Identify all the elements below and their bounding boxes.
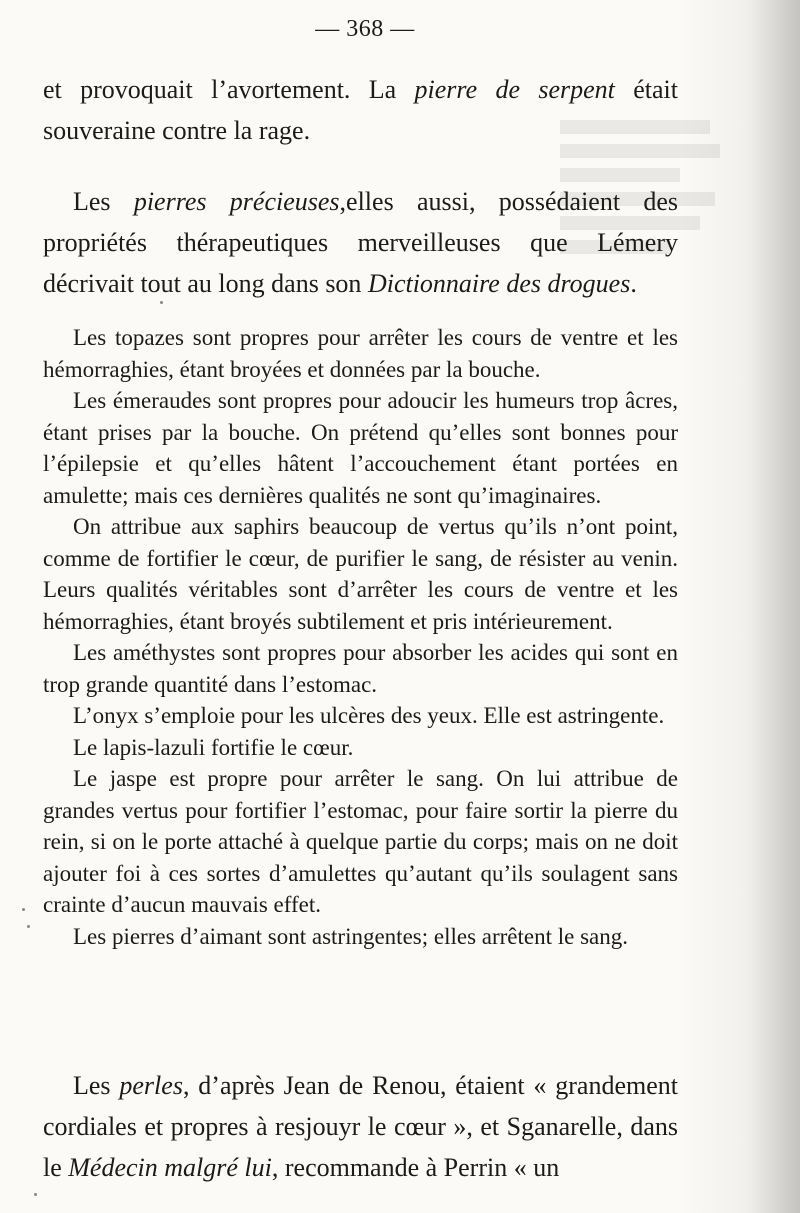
paragraph-1-text-b: était souveraine contre la rage. [43,75,678,145]
paragraph-3-text-b: , d’après Jean de Renou, étaient « grandement cordiales et propres à resjouyr le cœur », et Sganarelle, dans le [43,1071,678,1182]
quote-topazes: Les topazes sont propres pour arrêter les cours de ventre et les hémorraghies, étant broyées et données par la bouche. [43,325,678,382]
paragraph-3 [43,1065,678,1188]
speck-1 [22,908,25,911]
quote-emeraudes: Les émeraudes sont propres pour adoucir les humeurs trop âcres, étant prises par la bouche. On prétend qu’elles sont bonnes pour l’épilepsie et qu’elles hâtent l’accouchement étant portées en amulette; mais ces dernières qualités ne sont qu’imaginaires. [43,388,678,508]
paragraph-2-italic-a: pierres précieuses [133,187,340,216]
paragraph-1-italic: pierre de serpent [414,75,615,104]
quote-jaspe: Le jaspe est propre pour arrêter le sang. On lui attribue de grandes vertus pour fortifier l’estomac, pour faire sortir la pierre du rein, si on le porte attaché à quelque partie du corps; mais on ne doit ajouter foi à ces sortes d’amulettes qu’autant qu’ils soulagent sans crainte d’aucun mauvais effet. [43,766,678,917]
speck-4 [160,301,163,304]
speck-3 [34,1193,37,1196]
paragraph-2-text-c: . [630,269,637,298]
paragraph-3-italic-b: Médecin malgré lui [68,1153,272,1182]
paragraph-2 [43,181,678,304]
paragraph-3-italic-a: perles [119,1071,183,1100]
quote-onyx: L’onyx s’emploie pour les ulcères des yeux. Elle est astringente. [73,703,665,728]
page-gutter-shadow [680,0,800,1213]
page-number: — 368 — [315,16,415,42]
paragraph-2-text-b: ,elles aussi, possédaient des propriétés thérapeutiques merveilleuses que Lémery décrivait tout au long dans son [43,187,678,298]
quote-saphirs: On attribue aux saphirs beaucoup de vertus qu’ils n’ont point, comme de fortifier le cœur, de purifier le sang, de résister au venin. Leurs qualités véritables sont d’arrêter les cours de ventre et les hémorraghies, étant broyés subtilement et pris intérieurement. [43,514,678,634]
quotation-block [43,322,678,952]
paragraph-3-text-c: , recommande à Perrin « un [271,1153,560,1182]
speck-2 [27,925,30,928]
paragraph-1 [43,69,678,151]
quote-amethystes: Les améthystes sont propres pour absorber les acides qui sont en trop grande quantité dans l’estomac. [43,640,678,697]
paragraph-2-text-a: Les [73,187,134,216]
paragraph-2-italic-b: Dictionnaire des drogues [367,269,631,298]
quote-pierres-aimant: Les pierres d’aimant sont astringentes; elles arrêtent le sang. [73,923,628,949]
paragraph-3-text-a: Les [73,1071,120,1100]
quote-lapis-lazuli: Le lapis-lazuli fortifie le cœur. [73,734,354,760]
paragraph-1-text-a: et provoquait l’avortement. La [43,75,415,104]
